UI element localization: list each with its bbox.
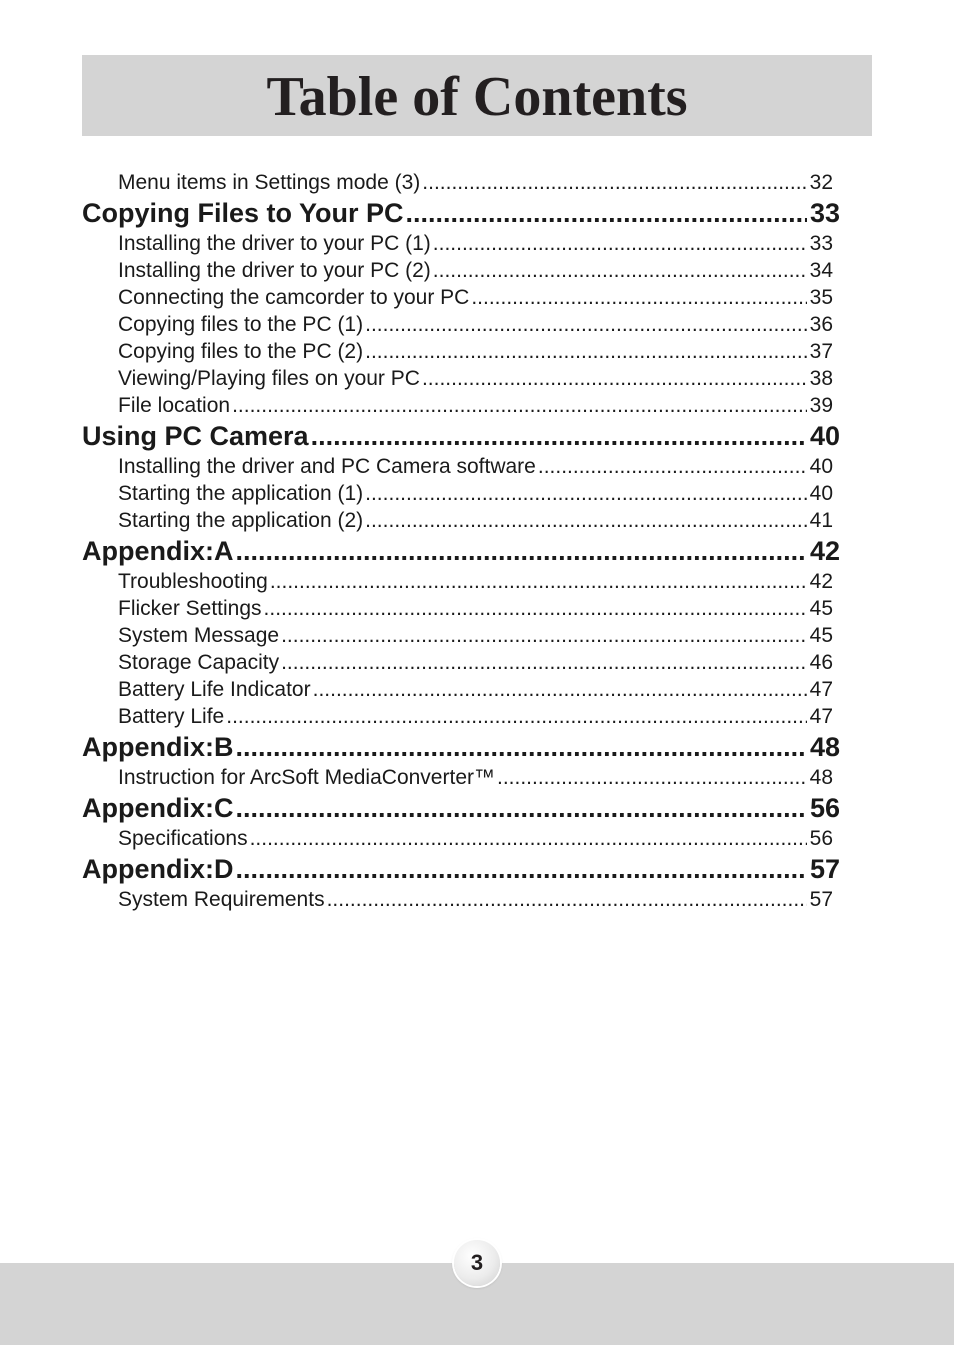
- toc-subentry[interactable]: [118, 622, 833, 649]
- toc-entry-page: 33: [809, 198, 840, 228]
- toc-entry-label: Flicker Settings: [118, 597, 262, 620]
- toc-entry-label: Starting the application (2): [118, 509, 364, 532]
- toc-subentry[interactable]: [118, 169, 833, 196]
- toc-entry-label: Menu items in Settings mode (3): [118, 171, 421, 194]
- toc-entry-page: 47: [809, 705, 833, 728]
- toc-entry-page: 57: [809, 888, 833, 911]
- toc-entry-label: File location: [118, 394, 231, 417]
- toc-subentry[interactable]: [118, 649, 833, 676]
- toc-entry-page: 45: [809, 624, 833, 647]
- toc-entry-page: 37: [809, 340, 833, 363]
- dot-leader: [250, 825, 807, 852]
- toc-subentry[interactable]: [118, 507, 833, 534]
- toc-entry-page: 56: [809, 793, 840, 823]
- toc-list: [82, 169, 840, 913]
- page-title: Table of Contents: [266, 65, 688, 128]
- toc-subentry[interactable]: [118, 392, 833, 419]
- toc-subentry[interactable]: [118, 230, 833, 257]
- dot-leader: [236, 535, 807, 568]
- dot-leader: [538, 453, 807, 480]
- dot-leader: [497, 764, 807, 791]
- toc-section-entry[interactable]: [82, 792, 840, 825]
- toc-entry-label: Installing the driver to your PC (2): [118, 259, 431, 282]
- toc-entry-label: Installing the driver and PC Camera software: [118, 455, 536, 478]
- dot-leader: [433, 257, 807, 284]
- toc-entry-page: 56: [809, 827, 833, 850]
- dot-leader: [365, 507, 807, 534]
- dot-leader: [281, 622, 807, 649]
- dot-leader: [270, 568, 807, 595]
- toc-section-entry[interactable]: [82, 853, 840, 886]
- dot-leader: [236, 853, 807, 886]
- title-band: [82, 55, 872, 136]
- dot-leader: [433, 230, 807, 257]
- toc-subentry[interactable]: [118, 257, 833, 284]
- toc-entry-page: 35: [809, 286, 833, 309]
- toc-subentry[interactable]: [118, 284, 833, 311]
- dot-leader: [264, 595, 807, 622]
- toc-entry-page: 40: [809, 421, 840, 451]
- toc-entry-label: Appendix:C: [82, 793, 234, 823]
- toc-entry-page: 47: [809, 678, 833, 701]
- toc-entry-label: Copying files to the PC (1): [118, 313, 364, 336]
- toc-entry-page: 41: [809, 509, 833, 532]
- toc-entry-page: 46: [809, 651, 833, 674]
- toc-subentry[interactable]: [118, 595, 833, 622]
- toc-entry-label: Connecting the camcorder to your PC: [118, 286, 470, 309]
- toc-entry-label: Battery Life: [118, 705, 225, 728]
- dot-leader: [281, 649, 807, 676]
- toc-entry-page: 57: [809, 854, 840, 884]
- toc-entry-page: 42: [809, 536, 840, 566]
- toc-subentry[interactable]: [118, 764, 833, 791]
- dot-leader: [406, 197, 807, 230]
- dot-leader: [365, 338, 807, 365]
- toc-entry-label: Appendix:D: [82, 854, 234, 884]
- toc-entry-page: 34: [809, 259, 833, 282]
- toc-entry-page: 33: [809, 232, 833, 255]
- toc-entry-label: Troubleshooting: [118, 570, 268, 593]
- toc-entry-page: 48: [809, 766, 833, 789]
- dot-leader: [232, 392, 807, 419]
- toc-entry-page: 42: [809, 570, 833, 593]
- dot-leader: [365, 480, 807, 507]
- toc-subentry[interactable]: [118, 365, 833, 392]
- toc-subentry[interactable]: [118, 480, 833, 507]
- toc-entry-label: System Requirements: [118, 888, 325, 911]
- toc-subentry[interactable]: [118, 703, 833, 730]
- toc-subentry[interactable]: [118, 338, 833, 365]
- toc-entry-label: Viewing/Playing files on your PC: [118, 367, 420, 390]
- toc-entry-page: 38: [809, 367, 833, 390]
- toc-entry-label: Battery Life Indicator: [118, 678, 311, 701]
- toc-subentry[interactable]: [118, 453, 833, 480]
- toc-subentry[interactable]: [118, 825, 833, 852]
- toc-entry-label: Copying Files to Your PC: [82, 198, 404, 228]
- dot-leader: [313, 676, 807, 703]
- toc-entry-page: 40: [809, 482, 833, 505]
- toc-subentry[interactable]: [118, 311, 833, 338]
- toc-section-entry[interactable]: [82, 420, 840, 453]
- toc-subentry[interactable]: [118, 886, 833, 913]
- dot-leader: [327, 886, 807, 913]
- toc-entry-page: 39: [809, 394, 833, 417]
- toc-section-entry[interactable]: [82, 535, 840, 568]
- dot-leader: [365, 311, 807, 338]
- toc-entry-label: Copying files to the PC (2): [118, 340, 364, 363]
- toc-section-entry[interactable]: [82, 731, 840, 764]
- dot-leader: [422, 365, 807, 392]
- toc-entry-label: Installing the driver to your PC (1): [118, 232, 431, 255]
- toc-section-entry[interactable]: [82, 197, 840, 230]
- toc-entry-page: 32: [809, 171, 833, 194]
- page-number-badge: 3: [454, 1240, 500, 1286]
- toc-entry-page: 40: [809, 455, 833, 478]
- toc-subentry[interactable]: [118, 676, 833, 703]
- toc-entry-label: Appendix:A: [82, 536, 234, 566]
- toc-entry-label: Instruction for ArcSoft MediaConverter™: [118, 766, 495, 789]
- toc-entry-label: Using PC Camera: [82, 421, 309, 451]
- toc-entry-page: 36: [809, 313, 833, 336]
- toc-entry-label: System Message: [118, 624, 280, 647]
- dot-leader: [226, 703, 806, 730]
- dot-leader: [236, 731, 807, 764]
- toc-subentry[interactable]: [118, 568, 833, 595]
- toc-entry-label: Appendix:B: [82, 732, 234, 762]
- toc-entry-label: Starting the application (1): [118, 482, 364, 505]
- toc-entry-page: 45: [809, 597, 833, 620]
- toc-entry-label: Storage Capacity: [118, 651, 280, 674]
- dot-leader: [422, 169, 806, 196]
- toc-entry-page: 48: [809, 732, 840, 762]
- dot-leader: [236, 792, 807, 825]
- dot-leader: [311, 420, 807, 453]
- dot-leader: [471, 284, 806, 311]
- toc-entry-label: Specifications: [118, 827, 248, 850]
